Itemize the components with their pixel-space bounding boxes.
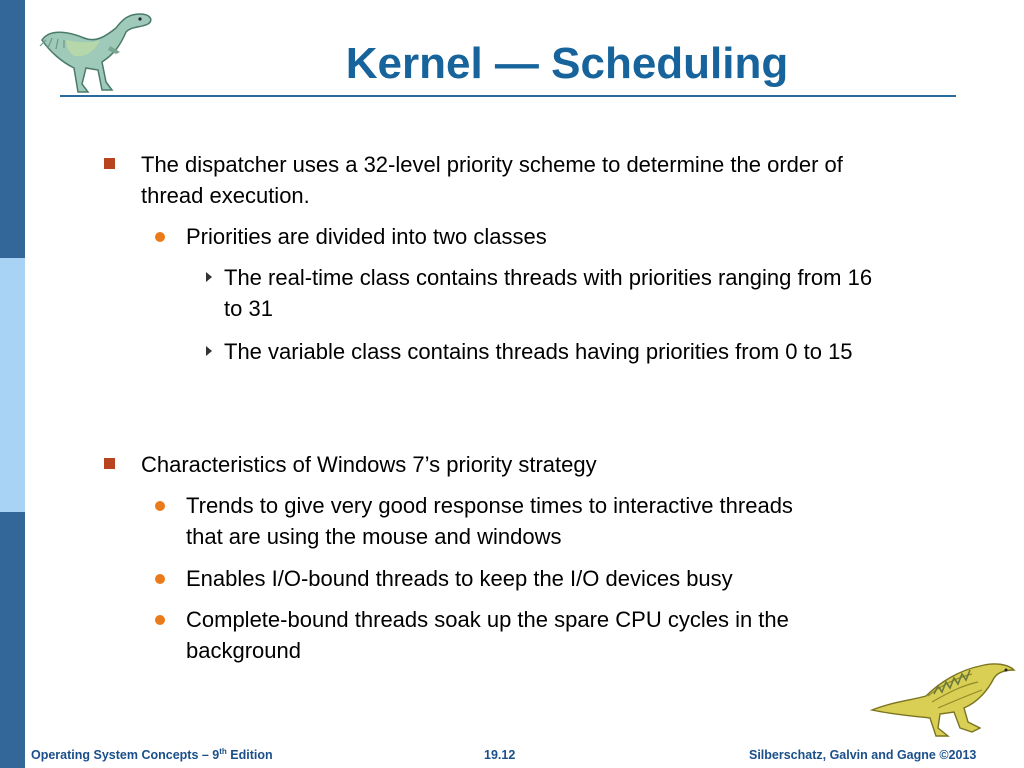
bullet-level3: The variable class contains threads having priorities from 0 to 15	[224, 339, 853, 364]
footer-book-suffix: Edition	[226, 748, 273, 762]
slide-title: Kernel — Scheduling	[345, 39, 789, 88]
footer-authors: Silberschatz, Galvin and Gagne ©2013	[749, 748, 977, 762]
footer-book-prefix: Operating System Concepts – 9	[31, 748, 220, 762]
bullet-level2: Trends to give very good response times to interactive threads that are using the mouse and windows	[186, 493, 793, 549]
bullet-level1: Characteristics of Windows 7’s priority strategy	[141, 452, 597, 477]
bullet-level1: The dispatcher uses a 32-level priority scheme to determine the order of thread execution.	[141, 152, 843, 208]
dot-bullet-icon	[155, 615, 165, 625]
footer-book-sup: th	[219, 746, 227, 756]
dot-bullet-icon	[155, 574, 165, 584]
dinosaur-icon	[868, 656, 1018, 742]
footer-book-title	[31, 747, 273, 763]
bullet-level2: Priorities are divided into two classes	[186, 224, 547, 249]
bullet-level3: The real-time class contains threads with priorities ranging from 16 to 31	[224, 265, 873, 321]
triangle-bullet-icon	[206, 272, 212, 282]
page-number: 19.12	[484, 748, 516, 762]
dot-bullet-icon	[155, 501, 165, 511]
bullet-level2: Complete-bound threads soak up the spare CPU cycles in the background	[186, 607, 789, 663]
square-bullet-icon	[104, 158, 115, 169]
square-bullet-icon	[104, 458, 115, 469]
triangle-bullet-icon	[206, 346, 212, 356]
bullet-level2: Enables I/O-bound threads to keep the I/O devices busy	[186, 566, 733, 591]
dot-bullet-icon	[155, 232, 165, 242]
